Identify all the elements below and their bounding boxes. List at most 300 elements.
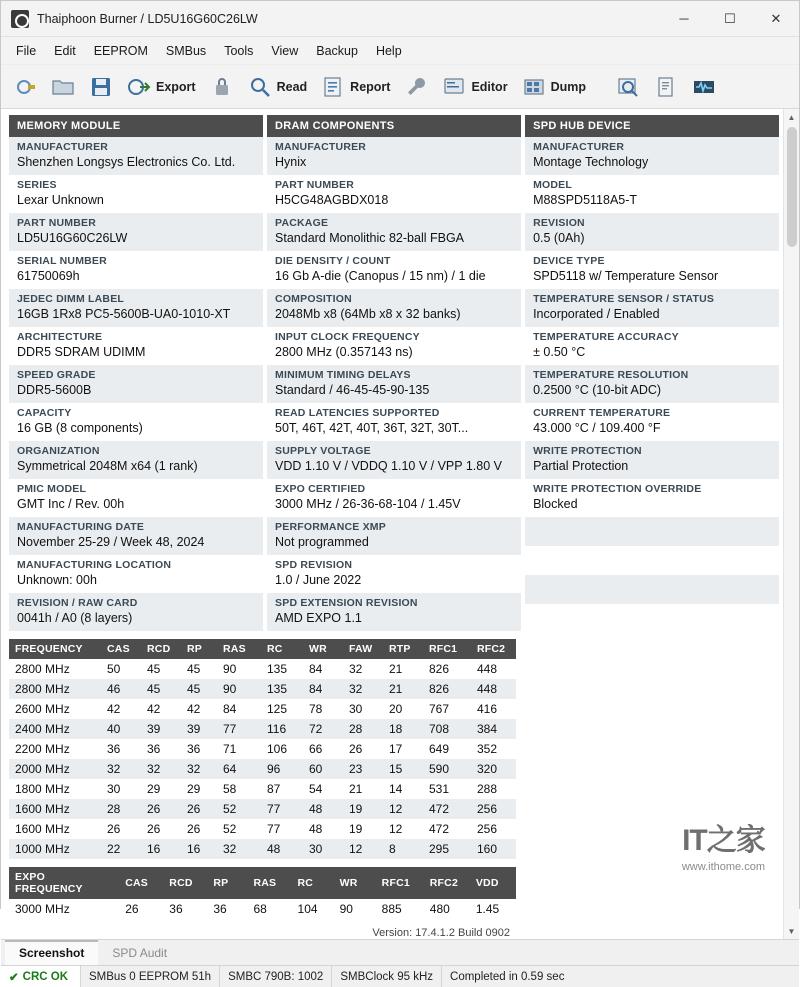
cell-rc: 48 (261, 839, 303, 859)
memory-module-header: MEMORY MODULE (9, 115, 263, 137)
field-label: MANUFACTURING LOCATION (17, 559, 172, 571)
field-value: 43.000 °C / 109.400 °F (533, 421, 661, 435)
cell-cas: 36 (101, 739, 141, 759)
field-hub-revision (525, 213, 779, 251)
jedec-timings-table (9, 639, 516, 859)
field-manufacturer (9, 137, 263, 175)
table-row (9, 779, 516, 799)
cell-faw: 21 (343, 779, 383, 799)
field-label: DIE DENSITY / COUNT (275, 255, 391, 267)
cell-rp: 26 (181, 799, 217, 819)
field-spd-extension-revision (267, 593, 521, 631)
field-label: SPEED GRADE (17, 369, 96, 381)
menu-eeprom[interactable]: EEPROM (93, 43, 148, 58)
column-spd-hub-device (525, 115, 779, 631)
lock-icon (210, 75, 234, 99)
field-value: M88SPD5118A5-T (533, 193, 638, 207)
cell-rc: 135 (261, 659, 303, 679)
open-chip-button[interactable] (7, 70, 43, 104)
cell-expo-rp: 36 (207, 899, 247, 919)
field-value: SPD5118 w/ Temperature Sensor (533, 269, 719, 283)
document-icon (654, 75, 678, 99)
editor-label: Editor (471, 79, 508, 94)
table-row (9, 659, 516, 679)
cell-ras: 52 (217, 799, 261, 819)
field-label: EXPO CERTIFIED (275, 483, 366, 495)
cell-cas: 22 (101, 839, 141, 859)
status-smbus: SMBus 0 EEPROM 51h (81, 966, 220, 987)
menu-backup[interactable]: Backup (316, 43, 358, 58)
close-button[interactable]: ✕ (770, 10, 782, 26)
field-value: 1.0 / June 2022 (275, 573, 362, 587)
scroll-down-arrow[interactable]: ▼ (787, 926, 796, 936)
cell-frequency: 1600 MHz (9, 799, 101, 819)
cell-frequency: 1800 MHz (9, 779, 101, 799)
cell-faw: 19 (343, 799, 383, 819)
field-value: 0.2500 °C (10-bit ADC) (533, 383, 662, 397)
cell-rfc1: 472 (423, 799, 471, 819)
th-rc: RC (261, 639, 303, 659)
cell-wr: 30 (303, 839, 343, 859)
cell-cas: 42 (101, 699, 141, 719)
cell-rc: 135 (261, 679, 303, 699)
field-value: 0041h / A0 (8 layers) (17, 611, 133, 625)
cell-frequency: 2600 MHz (9, 699, 101, 719)
lock-button[interactable] (204, 70, 240, 104)
menu-view[interactable]: View (271, 43, 299, 58)
field-value: Hynix (275, 155, 307, 169)
field-read-latencies-supported (267, 403, 521, 441)
info-columns (9, 115, 779, 631)
dump-icon (522, 75, 546, 99)
field-current-temperature (525, 403, 779, 441)
field-label: MANUFACTURER (533, 141, 625, 153)
field-value: Standard Monolithic 82-ball FBGA (275, 231, 465, 245)
field-label: REVISION (533, 217, 585, 229)
field-minimum-timing-delays (267, 365, 521, 403)
window-controls (661, 1, 799, 37)
inspect-button[interactable] (610, 70, 646, 104)
cell-wr: 60 (303, 759, 343, 779)
toolbar (1, 65, 799, 109)
field-jedec-dimm-label (9, 289, 263, 327)
cell-frequency: 2800 MHz (9, 659, 101, 679)
th-rp: RP (181, 639, 217, 659)
cell-rtp: 18 (383, 719, 423, 739)
check-icon: ✔ (9, 971, 19, 984)
field-label: COMPOSITION (275, 293, 352, 305)
field-label: DEVICE TYPE (533, 255, 605, 267)
field-value: 61750069h (17, 269, 80, 283)
cell-cas: 26 (101, 819, 141, 839)
scrollbar-thumb[interactable] (787, 127, 797, 247)
waveform-button[interactable] (686, 70, 722, 104)
main-content (1, 109, 799, 939)
table-row (9, 839, 516, 859)
spd-hub-device-fields (525, 137, 779, 604)
field-label: SPD EXTENSION REVISION (275, 597, 418, 609)
cell-rcd: 26 (141, 799, 181, 819)
field-label: MODEL (533, 179, 572, 191)
th-wr: WR (303, 639, 343, 659)
field-package (267, 213, 521, 251)
cell-rfc2: 448 (471, 659, 516, 679)
field-value: November 25-29 / Week 48, 2024 (17, 535, 205, 549)
cell-expo-rcd: 36 (163, 899, 207, 919)
cell-faw: 12 (343, 839, 383, 859)
field-label: ARCHITECTURE (17, 331, 103, 343)
cell-wr: 48 (303, 799, 343, 819)
export-button[interactable] (121, 70, 202, 104)
cell-faw: 23 (343, 759, 383, 779)
cell-wr: 84 (303, 659, 343, 679)
table-row (9, 759, 516, 779)
cell-rcd: 32 (141, 759, 181, 779)
cell-rp: 42 (181, 699, 217, 719)
field-revision-raw-card (9, 593, 263, 631)
cell-wr: 66 (303, 739, 343, 759)
field-label: PMIC MODEL (17, 483, 87, 495)
field-expo-certified (267, 479, 521, 517)
field-label: PERFORMANCE XMP (275, 521, 386, 533)
open-chip-icon (13, 75, 37, 99)
cell-frequency: 1600 MHz (9, 819, 101, 839)
field-label: TEMPERATURE SENSOR / STATUS (533, 293, 715, 305)
table-row (9, 799, 516, 819)
cell-rc: 106 (261, 739, 303, 759)
field-write-protection-override (525, 479, 779, 517)
cell-rp: 45 (181, 679, 217, 699)
field-value: Partial Protection (533, 459, 629, 473)
th-frequency: FREQUENCY (9, 639, 101, 659)
timings-body (9, 659, 516, 859)
cell-expo-vdd: 1.45 (470, 899, 516, 919)
th-rtp: RTP (383, 639, 423, 659)
field-temperature-sensor-status (525, 289, 779, 327)
table-row (9, 819, 516, 839)
cell-ras: 64 (217, 759, 261, 779)
cell-frequency: 2200 MHz (9, 739, 101, 759)
field-value: GMT Inc / Rev. 00h (17, 497, 125, 511)
cell-cas: 40 (101, 719, 141, 739)
field-architecture (9, 327, 263, 365)
status-crc-label: CRC OK (22, 970, 69, 983)
th-expo-ras: RAS (247, 867, 291, 899)
tab-bar (1, 939, 799, 965)
field-hub-empty-1 (525, 517, 779, 546)
field-label: PACKAGE (275, 217, 329, 229)
field-label: TEMPERATURE RESOLUTION (533, 369, 689, 381)
field-capacity (9, 403, 263, 441)
th-expo-vdd: VDD (470, 867, 516, 899)
field-label: PART NUMBER (275, 179, 355, 191)
cell-rcd: 39 (141, 719, 181, 739)
editor-button[interactable] (436, 70, 513, 104)
dram-components-header: DRAM COMPONENTS (267, 115, 521, 137)
memory-module-fields (9, 137, 263, 631)
status-smbclock: SMBClock 95 kHz (332, 966, 442, 987)
field-label: SERIES (17, 179, 57, 191)
timings-header-row (9, 639, 516, 659)
waveform-icon (692, 75, 716, 99)
cell-rp: 45 (181, 659, 217, 679)
field-label: MINIMUM TIMING DELAYS (275, 369, 411, 381)
cell-ras: 52 (217, 819, 261, 839)
field-performance-xmp (267, 517, 521, 555)
open-file-button[interactable] (45, 70, 81, 104)
field-series (9, 175, 263, 213)
field-label: MANUFACTURER (275, 141, 367, 153)
menu-help[interactable]: Help (375, 43, 402, 58)
save-icon (89, 75, 113, 99)
timings-section (9, 639, 516, 939)
scroll-up-arrow[interactable]: ▲ (787, 112, 796, 122)
export-label: Export (156, 79, 196, 94)
cell-rfc2: 416 (471, 699, 516, 719)
cell-rfc2: 288 (471, 779, 516, 799)
field-spd-revision (267, 555, 521, 593)
field-value: 0.5 (0Ah) (533, 231, 585, 245)
cell-rcd: 45 (141, 659, 181, 679)
field-part-number (9, 213, 263, 251)
field-serial-number (9, 251, 263, 289)
minimize-button[interactable]: ─ (679, 11, 689, 26)
field-value: VDD 1.10 V / VDDQ 1.10 V / VPP 1.80 V (275, 459, 502, 473)
th-expo-rp: RP (207, 867, 247, 899)
field-value: H5CG48AGBDX018 (275, 193, 389, 207)
field-value: 3000 MHz / 26-36-68-104 / 1.45V (275, 497, 461, 511)
document-button[interactable] (648, 70, 684, 104)
cell-rc: 77 (261, 799, 303, 819)
field-hub-empty-3 (525, 575, 779, 604)
cell-rfc1: 826 (423, 679, 471, 699)
field-manufacturing-date (9, 517, 263, 555)
cell-rc: 125 (261, 699, 303, 719)
window-title: Thaiphoon Burner / LD5U16G60C26LW (37, 11, 258, 26)
cell-rc: 96 (261, 759, 303, 779)
field-label: WRITE PROTECTION (533, 445, 642, 457)
cell-rcd: 42 (141, 699, 181, 719)
cell-rc: 77 (261, 819, 303, 839)
field-label: JEDEC DIMM LABEL (17, 293, 125, 305)
cell-cas: 46 (101, 679, 141, 699)
cell-rtp: 21 (383, 679, 423, 699)
field-value: Standard / 46-45-45-90-135 (275, 383, 430, 397)
folder-icon (51, 75, 75, 99)
th-expo-frequency: EXPO FREQUENCY (9, 867, 119, 899)
cell-ras: 90 (217, 659, 261, 679)
field-label: WRITE PROTECTION OVERRIDE (533, 483, 702, 495)
cell-wr: 48 (303, 819, 343, 839)
cell-cas: 30 (101, 779, 141, 799)
cell-rp: 36 (181, 739, 217, 759)
report-icon (321, 75, 345, 99)
th-expo-rc: RC (292, 867, 334, 899)
cell-faw: 19 (343, 819, 383, 839)
cell-rc: 116 (261, 719, 303, 739)
cell-rc: 87 (261, 779, 303, 799)
field-hub-manufacturer (525, 137, 779, 175)
field-value: DDR5 SDRAM UDIMM (17, 345, 146, 359)
field-temperature-resolution (525, 365, 779, 403)
field-composition (267, 289, 521, 327)
column-dram-components (267, 115, 521, 631)
cell-ras: 32 (217, 839, 261, 859)
cell-rfc1: 826 (423, 659, 471, 679)
menu-edit[interactable]: Edit (54, 43, 76, 58)
cell-ras: 90 (217, 679, 261, 699)
cell-rfc1: 767 (423, 699, 471, 719)
field-value: 16 GB (8 components) (17, 421, 143, 435)
field-label: CAPACITY (17, 407, 72, 419)
cell-cas: 50 (101, 659, 141, 679)
editor-icon (442, 75, 466, 99)
cell-rtp: 21 (383, 659, 423, 679)
read-button[interactable] (242, 70, 314, 104)
cell-ras: 71 (217, 739, 261, 759)
field-value: ± 0.50 °C (533, 345, 586, 359)
cell-ras: 84 (217, 699, 261, 719)
report-label: Report (350, 79, 391, 94)
cell-rcd: 29 (141, 779, 181, 799)
field-dram-manufacturer (267, 137, 521, 175)
field-speed-grade (9, 365, 263, 403)
export-icon (127, 75, 151, 99)
cell-faw: 28 (343, 719, 383, 739)
spd-hub-device-header: SPD HUB DEVICE (525, 115, 779, 137)
menu-tools[interactable]: Tools (224, 43, 254, 58)
cell-expo-frequency: 3000 MHz (9, 899, 119, 919)
cell-rcd: 36 (141, 739, 181, 759)
cell-expo-ras: 68 (247, 899, 291, 919)
field-value: LD5U16G60C26LW (17, 231, 128, 245)
field-value: Incorporated / Enabled (533, 307, 660, 321)
cell-rtp: 8 (383, 839, 423, 859)
menu-file[interactable]: File (16, 43, 37, 58)
status-smbc: SMBC 790B: 1002 (220, 966, 332, 987)
th-expo-rcd: RCD (163, 867, 207, 899)
cell-cas: 32 (101, 759, 141, 779)
cell-rcd: 45 (141, 679, 181, 699)
field-value: AMD EXPO 1.1 (275, 611, 362, 625)
cell-wr: 78 (303, 699, 343, 719)
tab-spd-audit[interactable]: SPD Audit (112, 946, 168, 960)
th-cas: CAS (101, 639, 141, 659)
app-icon (11, 10, 29, 28)
vertical-scrollbar[interactable] (783, 109, 799, 939)
save-button[interactable] (83, 70, 119, 104)
cell-wr: 54 (303, 779, 343, 799)
expo-timings-table (9, 867, 516, 919)
field-label: SUPPLY VOLTAGE (275, 445, 371, 457)
cell-frequency: 2800 MHz (9, 679, 101, 699)
field-supply-voltage (267, 441, 521, 479)
dram-components-fields (267, 137, 521, 631)
cell-rtp: 15 (383, 759, 423, 779)
cell-rfc1: 649 (423, 739, 471, 759)
table-row (9, 699, 516, 719)
cell-rp: 16 (181, 839, 217, 859)
cell-faw: 26 (343, 739, 383, 759)
maximize-button[interactable]: ☐ (724, 10, 736, 26)
field-label: INPUT CLOCK FREQUENCY (275, 331, 420, 343)
report-button[interactable] (315, 70, 396, 104)
cell-rtp: 12 (383, 819, 423, 839)
th-rfc2: RFC2 (471, 639, 516, 659)
table-row (9, 739, 516, 759)
field-input-clock-frequency (267, 327, 521, 365)
field-write-protection (525, 441, 779, 479)
table-row (9, 719, 516, 739)
cell-rfc2: 256 (471, 799, 516, 819)
cell-cas: 28 (101, 799, 141, 819)
cell-expo-rfc1: 885 (376, 899, 424, 919)
magnify-icon (616, 75, 640, 99)
field-label: TEMPERATURE ACCURACY (533, 331, 679, 343)
dump-label: Dump (550, 79, 586, 94)
field-pmic-model (9, 479, 263, 517)
cell-rfc1: 472 (423, 819, 471, 839)
field-label: REVISION / RAW CARD (17, 597, 138, 609)
read-label: Read (276, 79, 308, 94)
field-value: Unknown: 00h (17, 573, 97, 587)
watermark-url: www.ithome.com (681, 861, 765, 873)
cell-frequency: 1000 MHz (9, 839, 101, 859)
cell-rp: 32 (181, 759, 217, 779)
field-value: 16 Gb A-die (Canopus / 15 nm) / 1 die (275, 269, 486, 283)
cell-rfc1: 531 (423, 779, 471, 799)
menu-smbus[interactable]: SMBus (165, 43, 207, 58)
field-value: Symmetrical 2048M x64 (1 rank) (17, 459, 198, 473)
settings-button[interactable] (398, 70, 434, 104)
field-hub-model (525, 175, 779, 213)
field-label: ORGANIZATION (17, 445, 100, 457)
table-row (9, 899, 516, 919)
dump-button[interactable] (516, 70, 592, 104)
cell-rfc2: 256 (471, 819, 516, 839)
cell-wr: 84 (303, 679, 343, 699)
cell-wr: 72 (303, 719, 343, 739)
field-device-type (525, 251, 779, 289)
field-value: Blocked (533, 497, 578, 511)
status-bar (1, 965, 799, 987)
cell-rtp: 12 (383, 799, 423, 819)
field-die-density-count (267, 251, 521, 289)
cell-faw: 32 (343, 679, 383, 699)
wrench-icon (404, 75, 428, 99)
cell-frequency: 2000 MHz (9, 759, 101, 779)
cell-ras: 58 (217, 779, 261, 799)
cell-rfc2: 320 (471, 759, 516, 779)
field-label: PART NUMBER (17, 217, 97, 229)
field-hub-empty-2 (525, 546, 779, 575)
field-dram-part-number (267, 175, 521, 213)
field-label: MANUFACTURING DATE (17, 521, 145, 533)
cell-rfc2: 160 (471, 839, 516, 859)
cell-expo-wr: 90 (334, 899, 376, 919)
cell-rfc2: 448 (471, 679, 516, 699)
cell-frequency: 2400 MHz (9, 719, 101, 739)
cell-expo-rc: 104 (292, 899, 334, 919)
field-label: SERIAL NUMBER (17, 255, 107, 267)
column-memory-module (9, 115, 263, 631)
field-organization (9, 441, 263, 479)
tab-screenshot[interactable]: Screenshot (5, 940, 98, 965)
cell-rtp: 20 (383, 699, 423, 719)
cell-expo-rfc2: 480 (424, 899, 470, 919)
cell-rtp: 17 (383, 739, 423, 759)
th-expo-cas: CAS (119, 867, 163, 899)
